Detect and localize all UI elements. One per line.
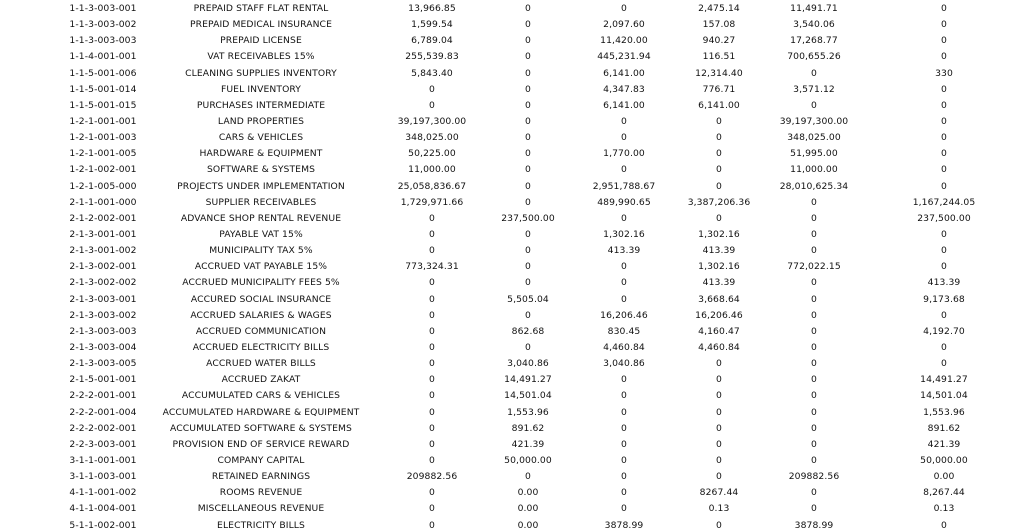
closing-debit-cell: 0: [811, 67, 817, 79]
period-debit-cell: 489,990.65: [597, 196, 651, 208]
period-debit-cell: 445,231.94: [597, 51, 651, 63]
opening-debit-cell: 0: [429, 503, 435, 515]
closing-debit-cell: 0: [811, 342, 817, 354]
closing-debit-cell: 3,540.06: [793, 19, 835, 31]
account-code-cell: 3-1-1-003-001: [69, 471, 137, 483]
opening-credit-cell: 891.62: [511, 422, 545, 434]
table-row: [0, 82, 1024, 98]
opening-debit-cell: 11,000.00: [408, 164, 456, 176]
closing-credit-cell: 0: [941, 35, 947, 47]
account-name-cell: ACCURED SOCIAL INSURANCE: [190, 293, 332, 305]
opening-credit-cell: 0: [525, 83, 531, 95]
period-debit-cell: 0: [621, 164, 627, 176]
closing-debit-cell: 772,022.15: [787, 261, 841, 273]
period-credit-cell: 0: [716, 374, 722, 386]
account-name-cell: SOFTWARE & SYSTEMS: [206, 164, 316, 176]
account-name-cell: RETAINED EARNINGS: [211, 471, 311, 483]
account-name-cell: COMPANY CAPITAL: [217, 455, 305, 466]
closing-credit-cell: 1,553.96: [923, 406, 965, 418]
period-credit-cell: 0: [716, 164, 722, 176]
opening-debit-cell: 1,729,971.66: [400, 196, 464, 208]
opening-credit-cell: 0: [525, 3, 531, 15]
period-credit-cell: 1,302.16: [698, 261, 740, 273]
opening-credit-cell: 862.68: [511, 325, 545, 337]
opening-credit-cell: 0: [525, 116, 531, 128]
account-name-cell: PREPAID MEDICAL INSURANCE: [190, 19, 332, 31]
account-name-cell: VAT RECEIVABLES 15%: [207, 51, 315, 63]
closing-credit-cell: 50,000.00: [920, 455, 968, 466]
opening-credit-cell: 0: [525, 180, 531, 192]
account-code-cell: 1-1-3-003-002: [69, 19, 137, 31]
period-debit-cell: 0: [621, 374, 627, 386]
opening-debit-cell: 0: [429, 212, 435, 224]
opening-credit-cell: 0: [525, 342, 531, 354]
account-name-cell: LAND PROPERTIES: [217, 116, 305, 128]
period-debit-cell: 0: [621, 471, 627, 483]
closing-debit-cell: 0: [811, 309, 817, 321]
account-name-cell: MISCELLANEOUS REVENUE: [197, 503, 325, 515]
closing-credit-cell: 421.39: [927, 438, 961, 450]
opening-debit-cell: 0: [429, 342, 435, 354]
table-row: [0, 372, 1024, 388]
account-name-cell: ADVANCE SHOP RENTAL REVENUE: [180, 212, 342, 224]
period-debit-cell: 2,097.60: [603, 19, 645, 31]
closing-debit-cell: 0: [811, 212, 817, 224]
account-name-cell: ACCRUED WATER BILLS: [206, 358, 316, 370]
account-name-cell: ACCRUED SALARIES & WAGES: [190, 309, 332, 321]
closing-debit-cell: 0: [811, 277, 817, 289]
opening-credit-cell: 0: [525, 67, 531, 79]
period-debit-cell: 2,951,788.67: [592, 180, 656, 192]
table-row: [0, 146, 1024, 162]
period-credit-cell: 12,314.40: [695, 67, 743, 79]
closing-credit-cell: 9,173.68: [923, 293, 965, 305]
period-credit-cell: 0: [716, 519, 722, 531]
table-body: [0, 1, 1024, 532]
closing-credit-cell: 330: [935, 67, 953, 79]
closing-credit-cell: 0: [941, 342, 947, 354]
opening-debit-cell: 348,025.00: [405, 132, 459, 144]
account-code-cell: 2-2-3-003-001: [69, 438, 137, 450]
table-row: [0, 49, 1024, 65]
period-credit-cell: 4,160.47: [698, 325, 740, 337]
closing-credit-cell: 0: [941, 116, 947, 128]
closing-debit-cell: 0: [811, 422, 817, 434]
period-credit-cell: 4,460.84: [698, 342, 740, 354]
period-debit-cell: 0: [621, 212, 627, 224]
period-credit-cell: 0: [716, 390, 722, 402]
period-credit-cell: 6,141.00: [698, 99, 740, 111]
period-debit-cell: 0: [621, 390, 627, 402]
table-row: [0, 485, 1024, 501]
period-credit-cell: 8267.44: [699, 487, 739, 499]
table-row: [0, 17, 1024, 33]
opening-debit-cell: 13,966.85: [408, 3, 456, 15]
closing-credit-cell: 0: [941, 358, 947, 370]
period-credit-cell: 2,475.14: [698, 3, 740, 15]
opening-credit-cell: 0: [525, 229, 531, 241]
closing-credit-cell: 14,491.27: [920, 374, 968, 386]
account-code-cell: 1-1-5-001-015: [69, 99, 137, 111]
period-debit-cell: 0: [621, 116, 627, 128]
table-row: [0, 324, 1024, 340]
closing-credit-cell: 237,500.00: [917, 212, 971, 224]
period-credit-cell: 1,302.16: [698, 229, 740, 241]
opening-credit-cell: 0: [525, 196, 531, 208]
closing-credit-cell: 0: [941, 132, 947, 144]
period-debit-cell: 1,770.00: [603, 148, 645, 160]
account-code-cell: 2-1-3-002-001: [69, 261, 137, 273]
table-row: [0, 259, 1024, 275]
account-code-cell: 2-1-1-001-000: [69, 196, 137, 208]
period-debit-cell: 6,141.00: [603, 99, 645, 111]
closing-debit-cell: 0: [811, 358, 817, 370]
account-name-cell: PROJECTS UNDER IMPLEMENTATION: [177, 180, 345, 192]
opening-debit-cell: 0: [429, 438, 435, 450]
table-row: [0, 469, 1024, 485]
period-credit-cell: 413.39: [702, 277, 736, 289]
opening-credit-cell: 0.00: [517, 487, 539, 499]
account-code-cell: 2-1-3-003-004: [69, 342, 137, 354]
closing-credit-cell: 0: [941, 519, 947, 531]
account-code-cell: 2-1-3-003-005: [69, 358, 137, 370]
account-name-cell: PREPAID LICENSE: [220, 35, 302, 47]
opening-credit-cell: 0: [525, 19, 531, 31]
period-credit-cell: 0: [716, 212, 722, 224]
account-name-cell: PROVISION END OF SERVICE REWARD: [172, 438, 350, 450]
period-debit-cell: 4,460.84: [603, 342, 645, 354]
closing-credit-cell: 0: [941, 261, 947, 273]
opening-credit-cell: 14,501.04: [504, 390, 552, 402]
account-code-cell: 2-1-5-001-001: [69, 374, 137, 386]
account-name-cell: CARS & VEHICLES: [218, 132, 304, 144]
table-row: [0, 98, 1024, 114]
period-debit-cell: 4,347.83: [603, 83, 645, 95]
table-row: [0, 195, 1024, 211]
period-credit-cell: 940.27: [702, 35, 736, 47]
closing-debit-cell: 3878.99: [794, 519, 834, 531]
closing-credit-cell: 0.13: [933, 503, 955, 515]
period-credit-cell: 0: [716, 471, 722, 483]
opening-debit-cell: 773,324.31: [405, 261, 459, 273]
account-code-cell: 2-1-3-003-003: [69, 325, 137, 337]
opening-credit-cell: 237,500.00: [501, 212, 555, 224]
account-code-cell: 1-1-4-001-001: [69, 51, 137, 63]
period-debit-cell: 0: [621, 455, 627, 466]
opening-debit-cell: 0: [429, 229, 435, 241]
opening-debit-cell: 39,197,300.00: [397, 116, 467, 128]
account-code-cell: 4-1-1-004-001: [69, 503, 137, 515]
closing-debit-cell: 0: [811, 99, 817, 111]
closing-credit-cell: 0: [941, 3, 947, 15]
opening-credit-cell: 421.39: [511, 438, 545, 450]
table-row: [0, 66, 1024, 82]
opening-credit-cell: 1,553.96: [507, 406, 549, 418]
account-code-cell: 2-1-2-002-001: [69, 212, 137, 224]
closing-debit-cell: 0: [811, 196, 817, 208]
opening-credit-cell: 0: [525, 261, 531, 273]
opening-credit-cell: 0: [525, 277, 531, 289]
table-row: [0, 501, 1024, 517]
opening-credit-cell: 0.00: [517, 503, 539, 515]
opening-debit-cell: 5,843.40: [411, 67, 453, 79]
opening-debit-cell: 255,539.83: [405, 51, 459, 63]
closing-credit-cell: 0.00: [933, 471, 955, 483]
account-code-cell: 3-1-1-001-001: [69, 455, 137, 466]
opening-debit-cell: 0: [429, 277, 435, 289]
account-code-cell: 2-2-2-002-001: [69, 422, 137, 434]
table-row: [0, 114, 1024, 130]
account-code-cell: 2-1-3-001-002: [69, 245, 137, 257]
account-name-cell: FUEL INVENTORY: [220, 83, 302, 95]
account-code-cell: 1-1-5-001-006: [69, 67, 137, 79]
period-credit-cell: 0: [716, 180, 722, 192]
closing-debit-cell: 0: [811, 374, 817, 386]
period-debit-cell: 0: [621, 277, 627, 289]
table-row: [0, 179, 1024, 195]
opening-credit-cell: 50,000.00: [504, 455, 552, 466]
opening-debit-cell: 0: [429, 325, 435, 337]
closing-debit-cell: 0: [811, 293, 817, 305]
opening-credit-cell: 0.00: [517, 519, 539, 531]
period-debit-cell: 6,141.00: [603, 67, 645, 79]
closing-debit-cell: 51,995.00: [790, 148, 838, 160]
opening-credit-cell: 14,491.27: [504, 374, 552, 386]
closing-debit-cell: 700,655.26: [787, 51, 841, 63]
account-name-cell: PREPAID STAFF FLAT RENTAL: [193, 3, 329, 15]
opening-debit-cell: 0: [429, 293, 435, 305]
closing-debit-cell: 348,025.00: [787, 132, 841, 144]
account-name-cell: SUPPLIER RECEIVABLES: [205, 196, 317, 208]
period-debit-cell: 1,302.16: [603, 229, 645, 241]
period-debit-cell: 3,040.86: [603, 358, 645, 370]
opening-credit-cell: 0: [525, 99, 531, 111]
opening-debit-cell: 25,058,836.67: [397, 180, 467, 192]
opening-credit-cell: 3,040.86: [507, 358, 549, 370]
account-code-cell: 1-2-1-002-001: [69, 164, 137, 176]
period-debit-cell: 0: [621, 422, 627, 434]
account-code-cell: 5-1-1-002-001: [69, 519, 137, 531]
closing-debit-cell: 0: [811, 503, 817, 515]
opening-debit-cell: 0: [429, 406, 435, 418]
period-credit-cell: 0: [716, 132, 722, 144]
period-credit-cell: 0: [716, 406, 722, 418]
account-name-cell: ACCUMULATED SOFTWARE & SYSTEMS: [170, 422, 352, 434]
closing-credit-cell: 8,267.44: [923, 487, 965, 499]
opening-debit-cell: 6,789.04: [411, 35, 453, 47]
opening-debit-cell: 0: [429, 245, 435, 257]
closing-debit-cell: 0: [811, 229, 817, 241]
account-name-cell: ACCRUED COMMUNICATION: [195, 325, 327, 337]
closing-credit-cell: 1,167,244.05: [912, 196, 976, 208]
account-name-cell: PURCHASES INTERMEDIATE: [196, 99, 326, 111]
table-row: [0, 437, 1024, 453]
closing-debit-cell: 3,571.12: [793, 83, 835, 95]
period-debit-cell: 830.45: [607, 325, 641, 337]
period-credit-cell: 0: [716, 116, 722, 128]
period-debit-cell: 413.39: [607, 245, 641, 257]
account-code-cell: 1-1-3-003-003: [69, 35, 137, 47]
opening-credit-cell: 5,505.04: [507, 293, 549, 305]
table-row: [0, 1, 1024, 17]
account-name-cell: ELECTRICITY BILLS: [217, 519, 305, 531]
table-row: [0, 243, 1024, 259]
account-name-cell: ROOMS REVENUE: [219, 487, 303, 499]
closing-credit-cell: 0: [941, 229, 947, 241]
closing-credit-cell: 0: [941, 148, 947, 160]
closing-debit-cell: 17,268.77: [790, 35, 838, 47]
account-code-cell: 1-2-1-001-001: [69, 116, 137, 128]
period-debit-cell: 16,206.46: [600, 309, 648, 321]
table-row: [0, 405, 1024, 421]
period-debit-cell: 0: [621, 261, 627, 273]
opening-debit-cell: 0: [429, 99, 435, 111]
closing-credit-cell: 0: [941, 51, 947, 63]
account-code-cell: 2-1-3-001-001: [69, 229, 137, 241]
table-row: [0, 356, 1024, 372]
account-code-cell: 1-2-1-005-000: [69, 180, 137, 192]
closing-debit-cell: 28,010,625.34: [779, 180, 849, 192]
account-name-cell: ACCRUED ZAKAT: [221, 374, 301, 386]
period-debit-cell: 11,420.00: [600, 35, 648, 47]
period-credit-cell: 0: [716, 422, 722, 434]
account-code-cell: 1-2-1-001-005: [69, 148, 137, 160]
closing-credit-cell: 0: [941, 83, 947, 95]
closing-debit-cell: 0: [811, 487, 817, 499]
closing-debit-cell: 0: [811, 245, 817, 257]
opening-credit-cell: 0: [525, 471, 531, 483]
opening-credit-cell: 0: [525, 132, 531, 144]
period-debit-cell: 0: [621, 132, 627, 144]
closing-debit-cell: 0: [811, 325, 817, 337]
period-debit-cell: 0: [621, 438, 627, 450]
closing-credit-cell: 0: [941, 164, 947, 176]
period-debit-cell: 0: [621, 487, 627, 499]
period-credit-cell: 16,206.46: [695, 309, 743, 321]
closing-debit-cell: 0: [811, 438, 817, 450]
account-name-cell: CLEANING SUPPLIES INVENTORY: [185, 67, 337, 79]
table-row: [0, 292, 1024, 308]
opening-credit-cell: 0: [525, 309, 531, 321]
period-credit-cell: 0.13: [708, 503, 730, 515]
table-row: [0, 388, 1024, 404]
closing-credit-cell: 413.39: [927, 277, 961, 289]
opening-credit-cell: 0: [525, 148, 531, 160]
opening-debit-cell: 0: [429, 83, 435, 95]
account-name-cell: MUNICIPALITY TAX 5%: [209, 245, 313, 257]
table-row: [0, 453, 1024, 469]
period-debit-cell: 0: [621, 406, 627, 418]
table-row: [0, 33, 1024, 49]
table-row: [0, 421, 1024, 437]
table-row: [0, 275, 1024, 291]
account-name-cell: ACCRUED ELECTRICITY BILLS: [192, 342, 330, 354]
opening-debit-cell: 0: [429, 487, 435, 499]
period-credit-cell: 0: [716, 358, 722, 370]
account-name-cell: ACCUMULATED HARDWARE & EQUIPMENT: [162, 406, 360, 418]
closing-debit-cell: 0: [811, 406, 817, 418]
period-credit-cell: 776.71: [702, 83, 736, 95]
opening-debit-cell: 0: [429, 374, 435, 386]
closing-credit-cell: 0: [941, 309, 947, 321]
account-code-cell: 2-1-3-003-002: [69, 309, 137, 321]
period-credit-cell: 157.08: [702, 19, 736, 31]
opening-credit-cell: 0: [525, 51, 531, 63]
account-name-cell: PAYABLE VAT 15%: [219, 229, 303, 241]
period-debit-cell: 3878.99: [604, 519, 644, 531]
account-code-cell: 2-2-2-001-001: [69, 390, 137, 402]
opening-debit-cell: 0: [429, 358, 435, 370]
account-code-cell: 2-2-2-001-004: [69, 406, 137, 418]
opening-debit-cell: 0: [429, 519, 435, 531]
period-credit-cell: 3,668.64: [698, 293, 740, 305]
opening-debit-cell: 0: [429, 309, 435, 321]
account-code-cell: 1-1-5-001-014: [69, 83, 137, 95]
closing-credit-cell: 891.62: [927, 422, 961, 434]
closing-debit-cell: 11,000.00: [790, 164, 838, 176]
account-code-cell: 2-1-3-002-002: [69, 277, 137, 289]
account-name-cell: ACCRUED MUNICIPALITY FEES 5%: [182, 277, 340, 289]
opening-debit-cell: 209882.56: [406, 471, 458, 483]
period-debit-cell: 0: [621, 503, 627, 515]
account-code-cell: 1-1-3-003-001: [69, 3, 137, 15]
opening-debit-cell: 0: [429, 390, 435, 402]
period-credit-cell: 413.39: [702, 245, 736, 257]
period-credit-cell: 116.51: [702, 51, 736, 63]
closing-credit-cell: 14,501.04: [920, 390, 968, 402]
opening-debit-cell: 0: [429, 455, 435, 466]
closing-debit-cell: 0: [811, 390, 817, 402]
period-credit-cell: 3,387,206.36: [687, 196, 751, 208]
account-name-cell: HARDWARE & EQUIPMENT: [199, 148, 323, 160]
period-credit-cell: 0: [716, 148, 722, 160]
table-row: [0, 308, 1024, 324]
trial-balance-table: [0, 1, 1024, 532]
account-code-cell: 2-1-3-003-001: [69, 293, 137, 305]
table-row: [0, 211, 1024, 227]
closing-debit-cell: 0: [811, 455, 817, 466]
period-debit-cell: 0: [621, 3, 627, 15]
closing-debit-cell: 209882.56: [788, 471, 840, 483]
period-credit-cell: 0: [716, 438, 722, 450]
table-row: [0, 227, 1024, 243]
table-row: [0, 130, 1024, 146]
table-row: [0, 162, 1024, 178]
closing-credit-cell: 0: [941, 245, 947, 257]
closing-debit-cell: 11,491.71: [790, 3, 838, 15]
account-code-cell: 4-1-1-001-002: [69, 487, 137, 499]
account-code-cell: 1-2-1-001-003: [69, 132, 137, 144]
closing-credit-cell: 0: [941, 180, 947, 192]
opening-credit-cell: 0: [525, 164, 531, 176]
closing-credit-cell: 0: [941, 19, 947, 31]
table-row: [0, 518, 1024, 532]
opening-credit-cell: 0: [525, 35, 531, 47]
closing-credit-cell: 4,192.70: [923, 325, 965, 337]
closing-credit-cell: 0: [941, 99, 947, 111]
closing-debit-cell: 39,197,300.00: [779, 116, 849, 128]
opening-credit-cell: 0: [525, 245, 531, 257]
opening-debit-cell: 1,599.54: [411, 19, 453, 31]
account-name-cell: ACCRUED VAT PAYABLE 15%: [194, 261, 328, 273]
table-row: [0, 340, 1024, 356]
period-credit-cell: 0: [716, 455, 722, 466]
opening-debit-cell: 0: [429, 422, 435, 434]
opening-debit-cell: 50,225.00: [408, 148, 456, 160]
account-name-cell: ACCUMULATED CARS & VEHICLES: [181, 390, 341, 402]
period-debit-cell: 0: [621, 293, 627, 305]
